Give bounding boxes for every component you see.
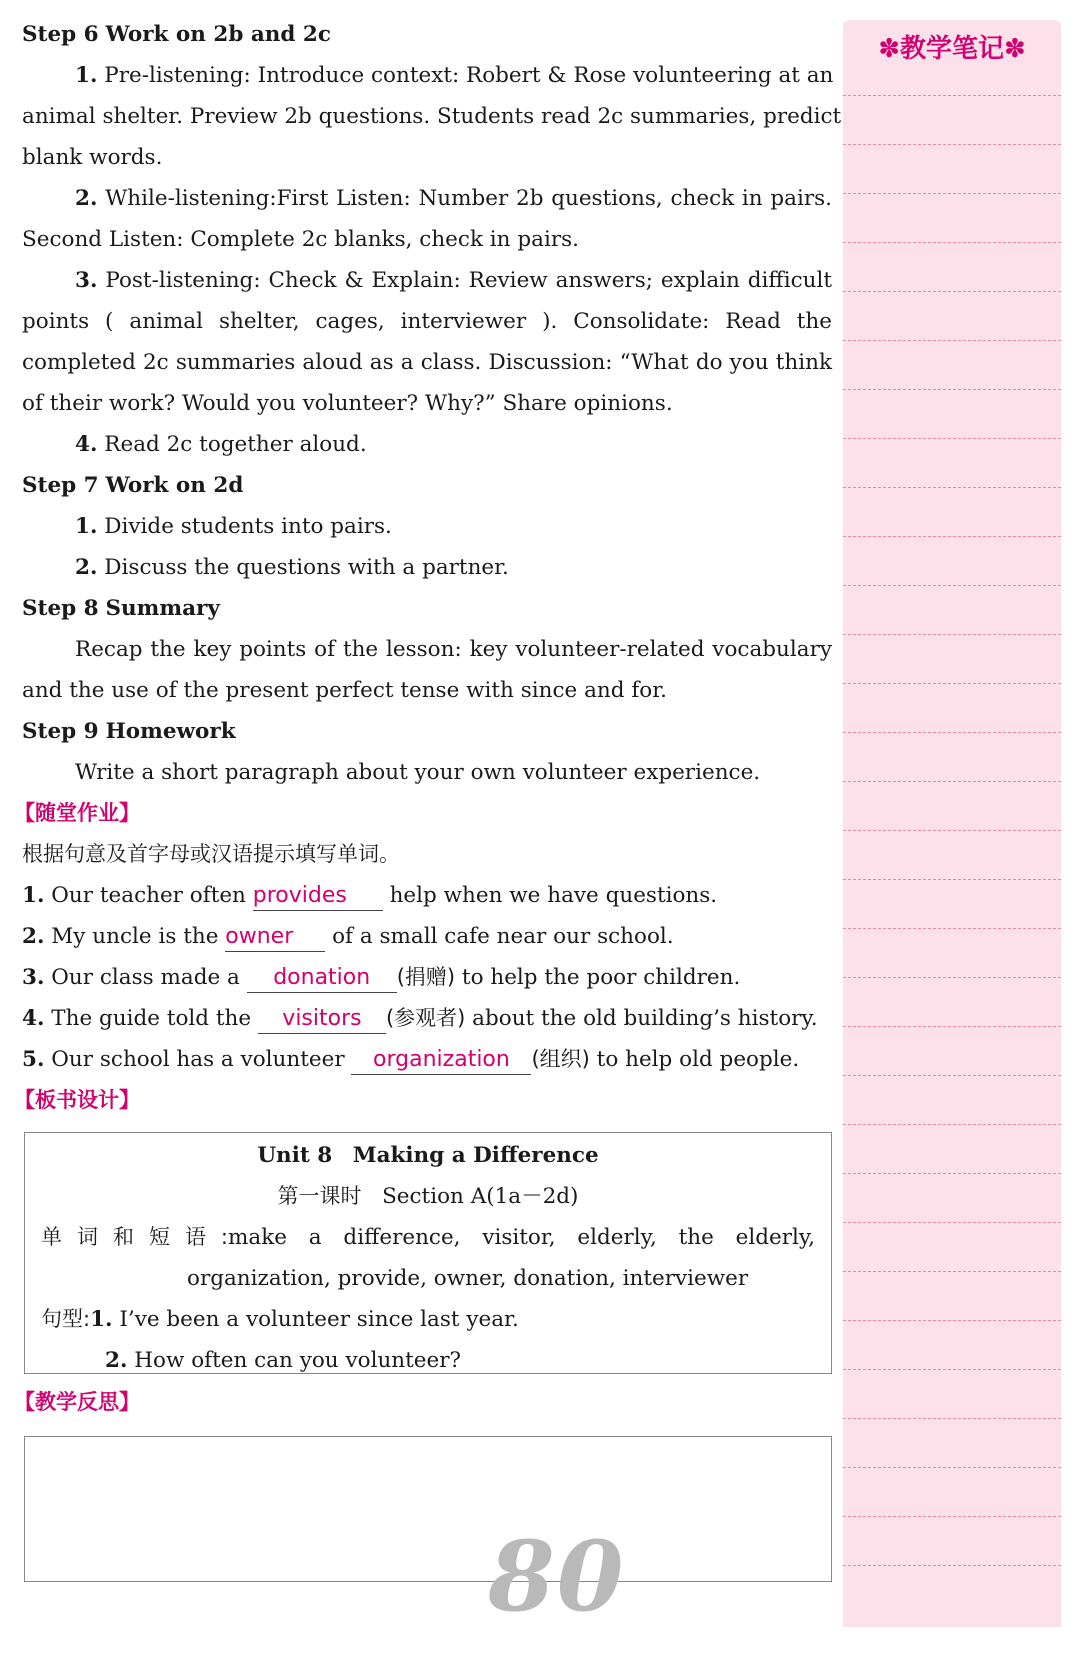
notes-rule (843, 977, 1061, 978)
step9-heading: Step 9 Homework (22, 719, 236, 744)
notes-rule (843, 1222, 1061, 1223)
exercise-item: 1. Our teacher often provides help when we have questions. (22, 875, 832, 916)
notes-rule (843, 536, 1061, 537)
notes-rule (843, 879, 1061, 880)
board-design-box (24, 1132, 832, 1374)
notes-rule (843, 1467, 1061, 1468)
notes-rule (843, 144, 1061, 145)
step8-line2: and the use of the present perfect tense with since and for. (22, 678, 667, 703)
notes-rule (843, 487, 1061, 488)
exercise-instruction: 根据句意及首字母或汉语提示填写单词。 (22, 842, 400, 866)
notes-rule (843, 1516, 1061, 1517)
answer-blank[interactable]: provides (253, 882, 383, 911)
step6-p1: 1. Pre-listening: Introduce context: Robert & Rose volunteering at an (75, 63, 834, 88)
board-pattern: 句型:1. I’ve been a volunteer since last year. (41, 1307, 519, 1332)
notes-rule (843, 683, 1061, 684)
notes-rule (843, 242, 1061, 243)
step6-p2-line2: Second Listen: Complete 2c blanks, check in pairs. (22, 227, 579, 252)
step-title: Work on 2b and 2c (105, 22, 331, 47)
step6-heading (22, 14, 832, 55)
notes-rule (843, 1026, 1061, 1027)
exercise-item: 4. The guide told the visitors (参观者) about the old building’s history. (22, 998, 832, 1039)
step9-line1: Write a short paragraph about your own volunteer experience. (75, 760, 761, 785)
notes-rule (843, 1173, 1061, 1174)
page-number: 80 (488, 1520, 626, 1633)
notes-rule (843, 389, 1061, 390)
notes-sidebar (843, 20, 1061, 1627)
notes-rule (843, 928, 1061, 929)
step7-heading: Step 7 Work on 2d (22, 473, 244, 498)
notes-rule (843, 634, 1061, 635)
notes-rule (843, 438, 1061, 439)
step6-p1-line3: blank words. (22, 145, 163, 170)
notes-rule (843, 1124, 1061, 1125)
step6-p2: 2. While-listening:First Listen: Number 2b questions, check in pairs. (75, 186, 832, 211)
answer-blank[interactable]: donation (247, 964, 397, 993)
answer-blank[interactable]: visitors (258, 1005, 386, 1034)
notes-rule (843, 1075, 1061, 1076)
step6-p3-line3: completed 2c summaries aloud as a class. Discussion: “What do you think (22, 350, 832, 375)
step6-p4: 4. Read 2c together aloud. (75, 432, 367, 457)
reflection-section-label: 【教学反思】 (14, 1390, 140, 1414)
step8-line1: Recap the key points of the lesson: key volunteer-related vocabulary (75, 637, 832, 662)
answer-blank[interactable]: owner (225, 923, 325, 952)
notes-rule (843, 1271, 1061, 1272)
board-unit-title: Unit 8 Making a Difference (257, 1143, 599, 1168)
exercise-item: 3. Our class made a donation (捐赠) to help the poor children. (22, 957, 832, 998)
reflection-box[interactable] (24, 1436, 832, 1582)
notes-rule (843, 585, 1061, 586)
step-number: Step 6 (22, 22, 99, 47)
exercise-item: 2. My uncle is the owner of a small cafe near our school. (22, 916, 832, 957)
exercise-item: 5. Our school has a volunteer organization (组织) to help old people. (22, 1039, 832, 1080)
board-section-label: 【板书设计】 (14, 1088, 140, 1112)
board-lesson: 第一课时 Section A(1a－2d) (277, 1184, 579, 1209)
step6-p1-line2: animal shelter. Preview 2b questions. Students read 2c summaries, predict (22, 104, 842, 129)
notes-rule (843, 781, 1061, 782)
board-vocab-line2: organization, provide, owner, donation, interviewer (187, 1266, 749, 1291)
step8-heading: Step 8 Summary (22, 596, 220, 621)
board-vocab: 单词和短语:make a difference, visitor, elderly, the elderly, (41, 1225, 816, 1250)
board-pattern-2: 2. How often can you volunteer? (105, 1348, 462, 1373)
step7-item: 1. Divide students into pairs. (75, 514, 392, 539)
step6-p3-line4: of their work? Would you volunteer? Why?” Share opinions. (22, 391, 673, 416)
notes-rule (843, 340, 1061, 341)
notes-title: ✽教学笔记✽ (878, 34, 1026, 64)
notes-rule (843, 732, 1061, 733)
step6-p3-line2: points ( animal shelter, cages, interviewer ). Consolidate: Read the (22, 309, 832, 334)
notes-rule (843, 95, 1061, 96)
step7-item: 2. Discuss the questions with a partner. (75, 555, 509, 580)
exercise-section-label: 【随堂作业】 (14, 801, 140, 825)
answer-blank[interactable]: organization (351, 1046, 531, 1075)
notes-rule (843, 1418, 1061, 1419)
notes-rule (843, 291, 1061, 292)
step6-p3: 3. Post-listening: Check & Explain: Review answers; explain difficult (75, 268, 832, 293)
notes-rule (843, 830, 1061, 831)
notes-rule (843, 193, 1061, 194)
notes-rule (843, 1565, 1061, 1566)
notes-rule (843, 1320, 1061, 1321)
notes-rule (843, 1369, 1061, 1370)
